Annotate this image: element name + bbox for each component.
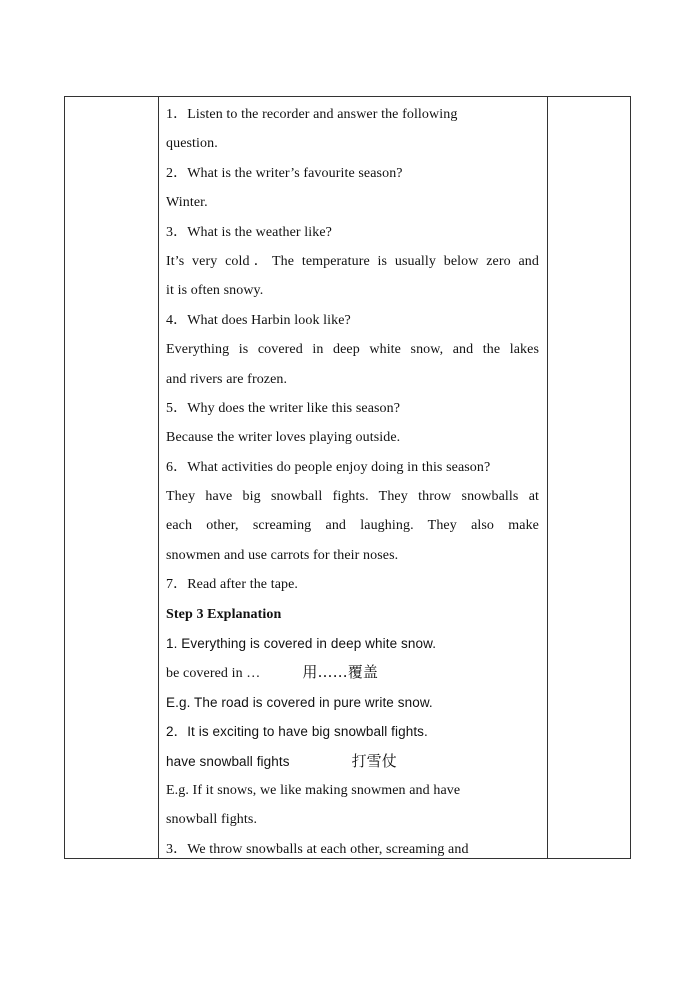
chinese-translation: 打雪仗: [351, 751, 397, 770]
text-line: 2．What is the writer’s favourite season?: [166, 165, 403, 181]
phrase: have snowball fights: [166, 753, 290, 769]
text-line: and rivers are frozen.: [166, 371, 288, 387]
text-line: Because the writer loves playing outside.: [166, 430, 401, 446]
text-line: it is often snowy.: [166, 283, 264, 299]
text-line: snowmen and use carrots for their noses.: [166, 547, 399, 563]
text-line: each other, screaming and laughing. They also make: [166, 518, 539, 534]
table-column-divider-left: [158, 97, 159, 858]
text-line: question.: [166, 136, 218, 152]
table-column-divider-right: [547, 97, 548, 858]
phrase: be covered in …: [166, 666, 261, 682]
text-line: 3．We throw snowballs at each other, screaming and: [166, 841, 469, 857]
text-line: 1．Listen to the recorder and answer the following: [166, 107, 458, 122]
text-line: They have big snowball fights. They throw snowballs at: [166, 489, 539, 505]
lesson-content: [166, 100, 539, 864]
text-line: 6．What activities do people enjoy doing in this season?: [166, 459, 491, 475]
text-line: E.g. If it snows, we like making snowmen and have: [166, 782, 461, 798]
text-line: 5．Why does the writer like this season?: [166, 400, 401, 416]
text-line: snowball fights.: [166, 812, 258, 828]
text-line-with-translation: [166, 658, 539, 687]
text-line: 4．What does Harbin look like?: [166, 312, 351, 328]
text-line: It’s very cold．The temperature is usually below zero and: [166, 253, 539, 269]
text-line: 7．Read after the tape.: [166, 577, 299, 593]
text-line: E.g. The road is covered in pure write snow.: [166, 694, 433, 710]
text-line: 1. Everything is covered in deep white snow.: [166, 636, 437, 652]
text-line-with-translation: [166, 747, 539, 776]
text-line: Everything is covered in deep white snow, and the lakes: [166, 342, 539, 358]
chinese-translation: 用……覆盖: [302, 663, 378, 682]
section-heading: Step 3 Explanation: [166, 606, 282, 622]
text-line: 3．What is the weather like?: [166, 224, 332, 240]
text-line: Winter.: [166, 195, 208, 211]
text-line: 2．It is exciting to have big snowball fights.: [166, 724, 428, 740]
